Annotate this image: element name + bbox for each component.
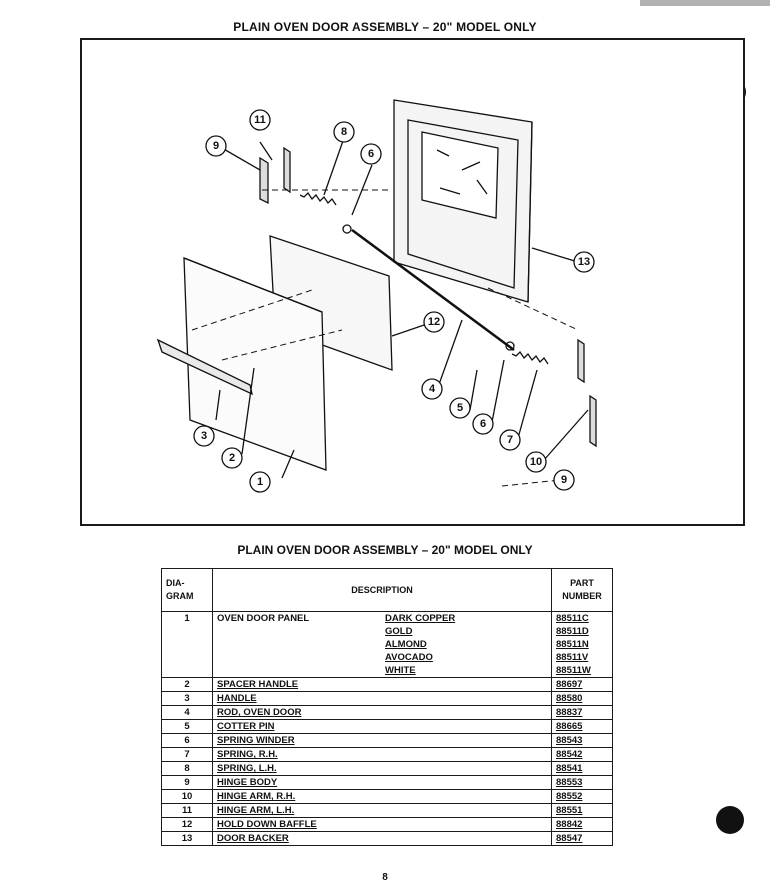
table-row [162,748,613,762]
callout-7-label: 7 [506,434,514,446]
row-description: HINGE BODY [213,776,552,790]
callout-9b-label: 9 [560,474,568,486]
row-num: 11 [162,804,213,818]
row-description: HANDLE [213,692,552,706]
table-row [162,706,613,720]
row-part-number: 88543 [552,734,613,748]
row-description: HINGE ARM, L.H. [213,804,552,818]
table-row [162,762,613,776]
panel-variant-part: 88511V [556,652,589,663]
row-part-number: 88553 [552,776,613,790]
row-num: 13 [162,832,213,846]
table-row [162,734,613,748]
row-description: COTTER PIN [213,720,552,734]
table-row [162,804,613,818]
table-row [162,678,613,692]
row-num: 3 [162,692,213,706]
table-row [162,832,613,846]
row-description: SPACER HANDLE [213,678,552,692]
exploded-view-drawing [82,40,744,525]
row-num: 12 [162,818,213,832]
table-row [162,790,613,804]
row-panel-parts [552,612,613,678]
row-part-number: 88551 [552,804,613,818]
row-part-number: 88580 [552,692,613,706]
callout-10-label: 10 [529,456,543,468]
callout-8-label: 8 [340,126,348,138]
row-description: SPRING WINDER [213,734,552,748]
header-diagram [162,569,213,612]
callout-2-label: 2 [228,452,236,464]
header-part-number-label: PART NUMBER [562,578,602,601]
panel-variant-color: ALMOND [385,639,427,650]
row-num: 6 [162,734,213,748]
row-num: 9 [162,776,213,790]
row-part-number: 88542 [552,748,613,762]
panel-description-label: OVEN DOOR PANEL [217,613,310,624]
hinge-right-part [578,340,584,382]
callout-1-label: 1 [256,476,264,488]
row-description: ROD, OVEN DOOR [213,706,552,720]
row-part-number: 88697 [552,678,613,692]
panel-variant-row [213,651,551,664]
parts-table [161,568,613,846]
callout-4-label: 4 [428,383,436,395]
panel-variant-row [213,625,551,638]
table-title: PLAIN OVEN DOOR ASSEMBLY – 20" MODEL ONLY [237,543,533,557]
page-title: PLAIN OVEN DOOR ASSEMBLY – 20" MODEL ONLY [233,20,537,34]
panel-variant-row [213,664,551,677]
row-description: HINGE ARM, R.H. [213,790,552,804]
row-panel-description [213,612,552,678]
table-header-row [162,569,613,612]
header-description: DESCRIPTION [213,569,552,612]
panel-variant-row [213,638,551,651]
panel-variant-part: 88511D [556,626,589,637]
row-description: SPRING, L.H. [213,762,552,776]
header-part-number [552,569,613,612]
panel-variant-part: 88511C [556,613,589,624]
row-description: HOLD DOWN BAFFLE [213,818,552,832]
panel-variant-row [213,612,551,625]
callout-6b-label: 6 [479,418,487,430]
hinge-left-part [260,158,268,203]
row-num: 5 [162,720,213,734]
callout-9-label: 9 [212,140,220,152]
table-row-panel [162,612,613,678]
table-row [162,720,613,734]
row-part-number: 88837 [552,706,613,720]
row-part-number: 88842 [552,818,613,832]
row-part-number: 88552 [552,790,613,804]
callout-5-label: 5 [456,402,464,414]
panel-variant-color: WHITE [385,665,416,676]
row-part-number: 88665 [552,720,613,734]
exploded-diagram [80,38,745,526]
table-row [162,692,613,706]
callout-6-label: 6 [367,148,375,160]
callout-13-label: 13 [577,256,591,268]
panel-variant-part: 88511W [556,665,591,676]
scan-mark-top [640,0,770,6]
row-num: 7 [162,748,213,762]
hole-punch-bottom [716,806,744,834]
row-num: 2 [162,678,213,692]
table-row [162,776,613,790]
panel-variant-color: DARK COPPER [385,613,456,624]
header-diagram-label: DIA- GRAM [166,578,194,601]
spring-left-part [300,193,336,205]
spring-right-part [512,352,548,364]
page-number: 8 [382,872,388,883]
table-row [162,818,613,832]
row-part-number: 88541 [552,762,613,776]
row-panel-num: 1 [162,612,213,678]
panel-variant-part: 88511N [556,639,589,650]
row-description: DOOR BACKER [213,832,552,846]
callout-3-label: 3 [200,430,208,442]
row-num: 10 [162,790,213,804]
panel-variant-color: GOLD [385,626,413,637]
row-num: 4 [162,706,213,720]
row-part-number: 88547 [552,832,613,846]
callout-11-label: 11 [254,114,266,126]
row-num: 8 [162,762,213,776]
row-description: SPRING, R.H. [213,748,552,762]
callout-12-label: 12 [427,316,441,328]
panel-variant-color: AVOCADO [385,652,433,663]
